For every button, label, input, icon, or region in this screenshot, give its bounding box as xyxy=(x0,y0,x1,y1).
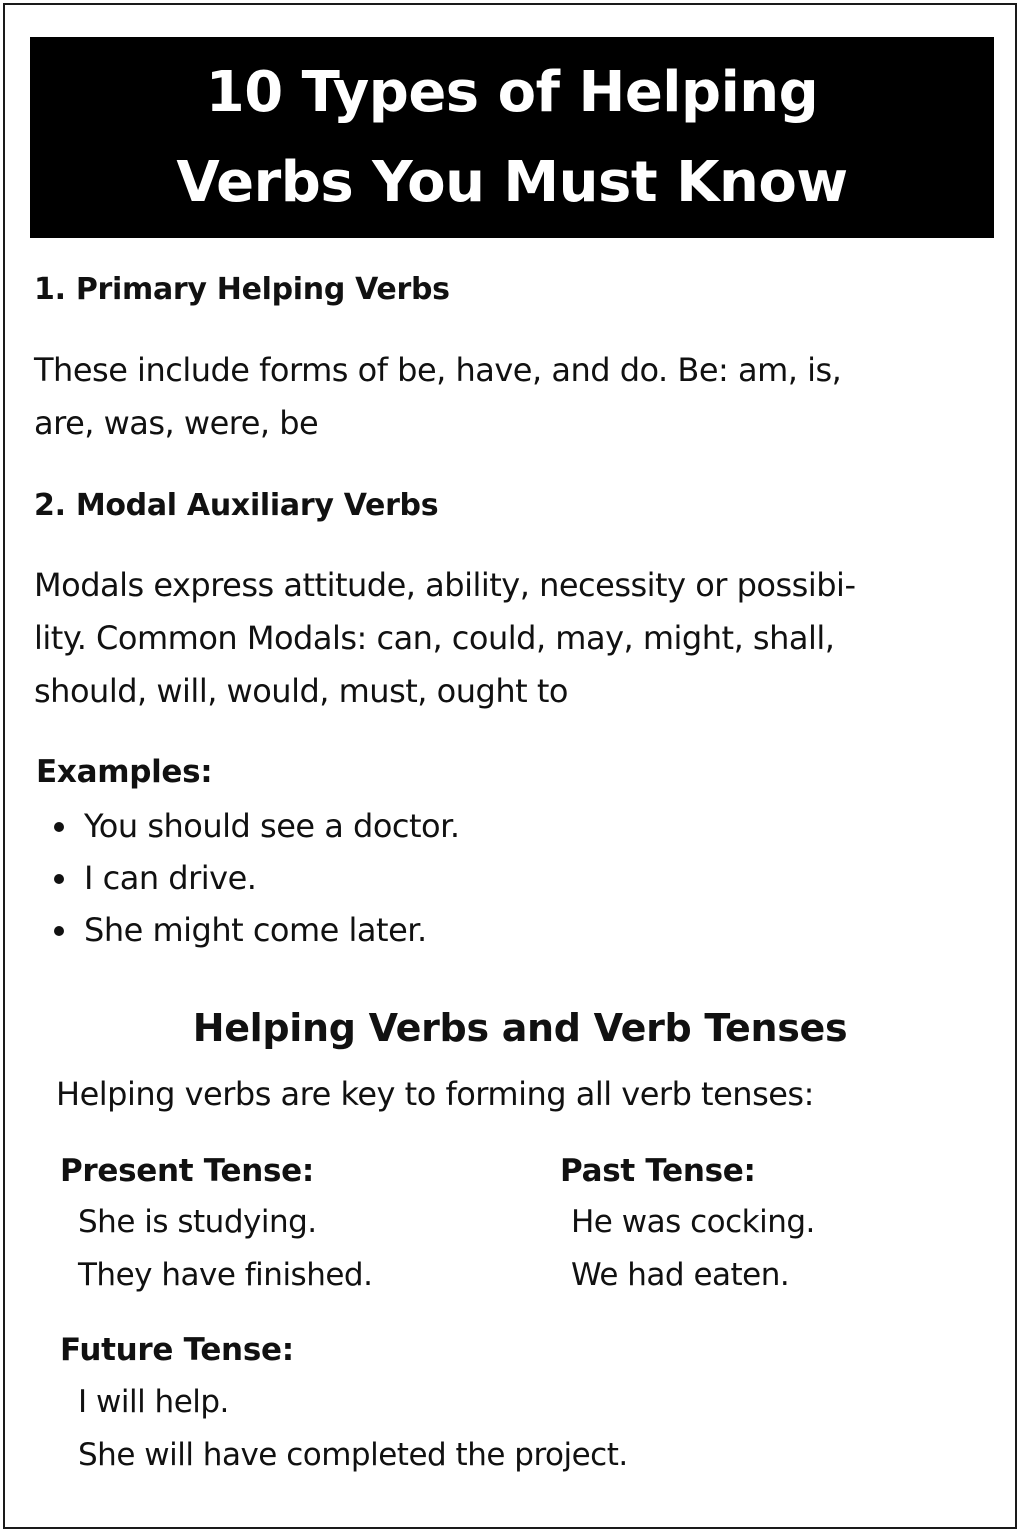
past-example-1: He was cocking. xyxy=(571,1204,815,1240)
list-item xyxy=(36,800,460,852)
section-2-body-line-1: Modals express attitude, ability, necessity or possibi- xyxy=(34,566,856,604)
title-line-1: 10 Types of Helping xyxy=(205,59,819,125)
list-item xyxy=(36,852,460,904)
section-1-body-line-2: are, was, were, be xyxy=(34,404,319,442)
past-tense-label: Past Tense: xyxy=(560,1153,756,1189)
tenses-intro: Helping verbs are key to forming all verb tenses: xyxy=(56,1075,814,1113)
example-text: She might come later. xyxy=(84,911,427,949)
past-example-2: We had eaten. xyxy=(571,1257,790,1293)
bullet-icon xyxy=(54,926,64,936)
bullet-icon xyxy=(54,874,64,884)
future-example-1: I will help. xyxy=(78,1384,229,1420)
title-banner xyxy=(30,37,994,238)
section-2-heading: 2. Modal Auxiliary Verbs xyxy=(34,488,439,523)
past-tense-examples xyxy=(571,1196,815,1302)
example-text: I can drive. xyxy=(84,859,257,897)
section-1-body-line-1: These include forms of be, have, and do. Be: am, is, xyxy=(34,351,842,389)
title-line-2: Verbs You Must Know xyxy=(176,149,848,215)
list-item xyxy=(36,904,460,956)
present-example-1: She is studying. xyxy=(78,1204,317,1240)
future-example-2: She will have completed the project. xyxy=(78,1437,628,1473)
future-tense-examples xyxy=(78,1376,628,1482)
present-example-2: They have finished. xyxy=(78,1257,373,1293)
section-2-body-line-2: lity. Common Modals: can, could, may, might, shall, xyxy=(34,619,835,657)
examples-label: Examples: xyxy=(36,754,213,790)
section-1-body xyxy=(34,344,841,450)
future-tense-label: Future Tense: xyxy=(60,1332,294,1368)
section-2-body-line-3: should, will, would, must, ought to xyxy=(34,672,568,710)
present-tense-examples xyxy=(78,1196,372,1302)
section-1-heading: 1. Primary Helping Verbs xyxy=(34,272,450,307)
example-text: You should see a doctor. xyxy=(84,807,460,845)
bullet-icon xyxy=(54,822,64,832)
section-2-body xyxy=(34,559,855,718)
tenses-heading: Helping Verbs and Verb Tenses xyxy=(192,1006,848,1050)
examples-list xyxy=(36,800,460,956)
present-tense-label: Present Tense: xyxy=(60,1153,314,1189)
